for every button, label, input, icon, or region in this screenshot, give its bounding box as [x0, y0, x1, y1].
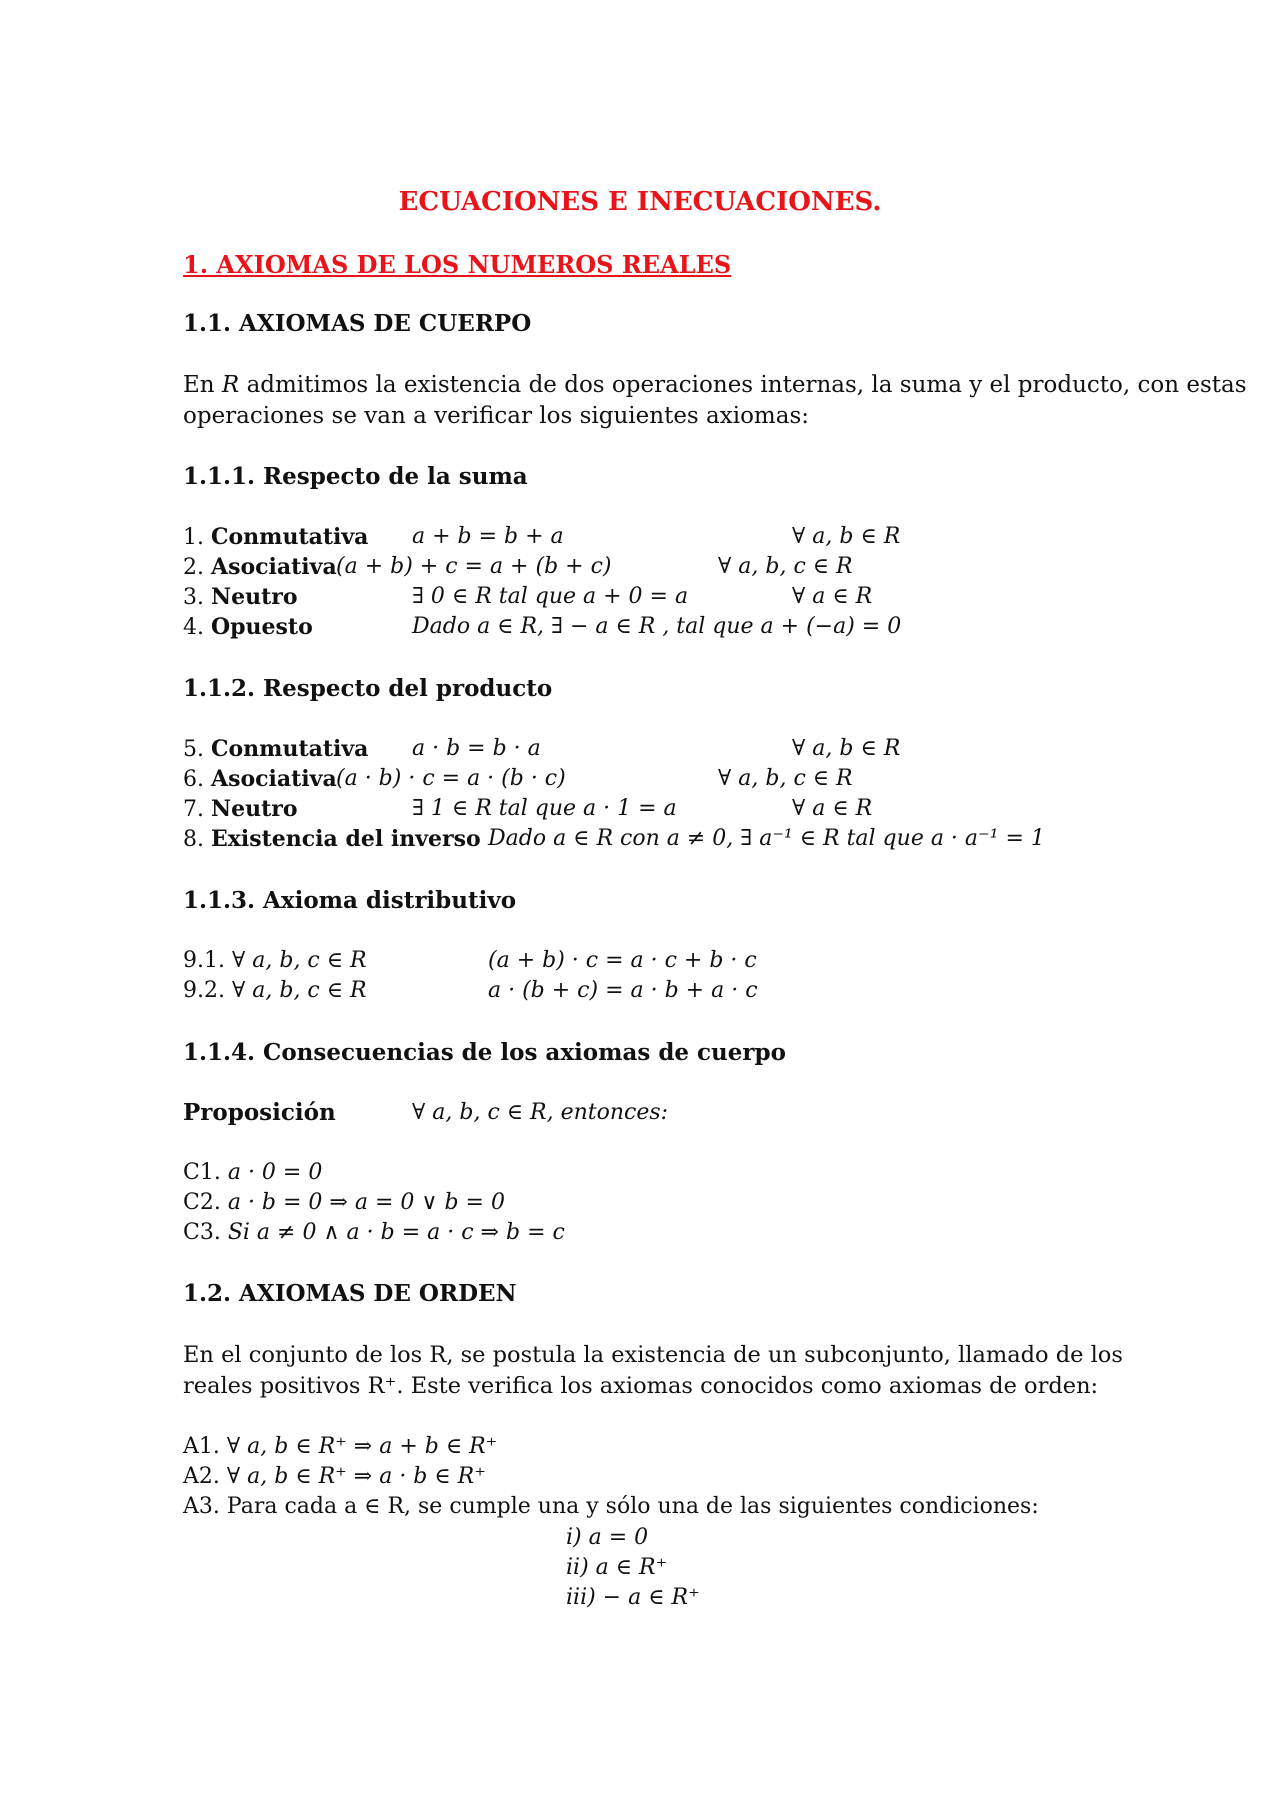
axiom-expr: ∃ 1 ∈ R tal que a · 1 = a — [412, 796, 677, 821]
page-title: ECUACIONES E INECUACIONES. — [398, 187, 882, 217]
distrib-row: 9.2. ∀ a, b, c ∈ R — [183, 978, 367, 1003]
heading-axiomas-orden: 1.2. AXIOMAS DE ORDEN — [183, 1280, 517, 1307]
intro-line-2: operaciones se van a verificar los siguientes axiomas: — [183, 403, 810, 429]
axiom-quantifier: ∀ a, b, c ∈ R — [718, 766, 853, 791]
heading-axiomas-cuerpo: 1.1. AXIOMAS DE CUERPO — [183, 310, 532, 337]
orden-intro-line-2: reales positivos R⁺. Este verifica los axiomas conocidos como axiomas de orden: — [183, 1373, 1099, 1399]
heading-axioma-distributivo: 1.1.3. Axioma distributivo — [183, 887, 517, 914]
order-row: A1. ∀ a, b ∈ R⁺ ⇒ a + b ∈ R⁺ — [183, 1434, 498, 1459]
axiom-row: 7. Neutro — [183, 796, 298, 822]
proposition-text: ∀ a, b, c ∈ R, entonces: — [412, 1100, 669, 1125]
consequence-row: C2. a · b = 0 ⇒ a = 0 ∨ b = 0 — [183, 1190, 505, 1215]
axiom-row: 2. Asociativa — [183, 554, 337, 580]
axiom-expr: a + b = b + a — [412, 524, 564, 549]
axiom-quantifier: ∀ a ∈ R — [792, 796, 873, 821]
axiom-row: 5. Conmutativa — [183, 736, 369, 762]
axiom-row: 8. Existencia del inverso — [183, 826, 481, 852]
distrib-expr: a · (b + c) = a · b + a · c — [488, 978, 758, 1003]
axiom-expr: ∃ 0 ∈ R tal que a + 0 = a — [412, 584, 689, 609]
intro-post: admitimos la existencia de dos operaciones internas, la suma y el producto, con estas — [246, 372, 1247, 398]
proposition-label: Proposición — [183, 1099, 336, 1126]
axiom-quantifier: ∀ a, b, c ∈ R — [718, 554, 853, 579]
axiom-row: 3. Neutro — [183, 584, 298, 610]
condition-item: iii) − a ∈ R⁺ — [566, 1585, 700, 1610]
condition-item: ii) a ∈ R⁺ — [566, 1555, 668, 1580]
axiom-expr: (a · b) · c = a · (b · c) — [336, 766, 566, 791]
axiom-row: 4. Opuesto — [183, 614, 313, 640]
distrib-expr: (a + b) · c = a · c + b · c — [488, 948, 757, 973]
axiom-row: 6. Asociativa — [183, 766, 337, 792]
condition-item: i) a = 0 — [566, 1525, 649, 1550]
order-row: A3. Para cada a ∈ R, se cumple una y sólo una de las siguientes condiciones: — [183, 1494, 1039, 1519]
orden-intro-line-1: En el conjunto de los R, se postula la existencia de un subconjunto, llamado de los — [183, 1342, 1123, 1368]
intro-symbol-r: R — [221, 372, 240, 398]
axiom-quantifier: ∀ a, b ∈ R — [792, 524, 901, 549]
distrib-row: 9.1. ∀ a, b, c ∈ R — [183, 948, 367, 973]
order-row: A2. ∀ a, b ∈ R⁺ ⇒ a · b ∈ R⁺ — [183, 1464, 486, 1489]
axiom-expr: (a + b) + c = a + (b + c) — [336, 554, 612, 579]
axiom-quantifier: ∀ a ∈ R — [792, 584, 873, 609]
intro-line-1 — [183, 370, 1247, 400]
axiom-expr: Dado a ∈ R, ∃ − a ∈ R , tal que a + (−a) = 0 — [412, 614, 902, 639]
consequence-row: C3. Si a ≠ 0 ∧ a · b = a · c ⇒ b = c — [183, 1220, 565, 1245]
consequence-row: C1. a · 0 = 0 — [183, 1160, 323, 1185]
heading-consecuencias: 1.1.4. Consecuencias de los axiomas de cuerpo — [183, 1039, 786, 1066]
axiom-quantifier: ∀ a, b ∈ R — [792, 736, 901, 761]
axiom-row: 1. Conmutativa — [183, 524, 369, 550]
intro-pre: En — [183, 372, 215, 398]
section-heading-axiomas-reales: 1. AXIOMAS DE LOS NUMEROS REALES — [183, 250, 732, 279]
axiom-expr: a · b = b · a — [412, 736, 541, 761]
heading-respecto-producto: 1.1.2. Respecto del producto — [183, 675, 553, 702]
heading-respecto-suma: 1.1.1. Respecto de la suma — [183, 463, 528, 490]
axiom-expr: Dado a ∈ R con a ≠ 0, ∃ a⁻¹ ∈ R tal que a · a⁻¹ = 1 — [488, 826, 1045, 851]
